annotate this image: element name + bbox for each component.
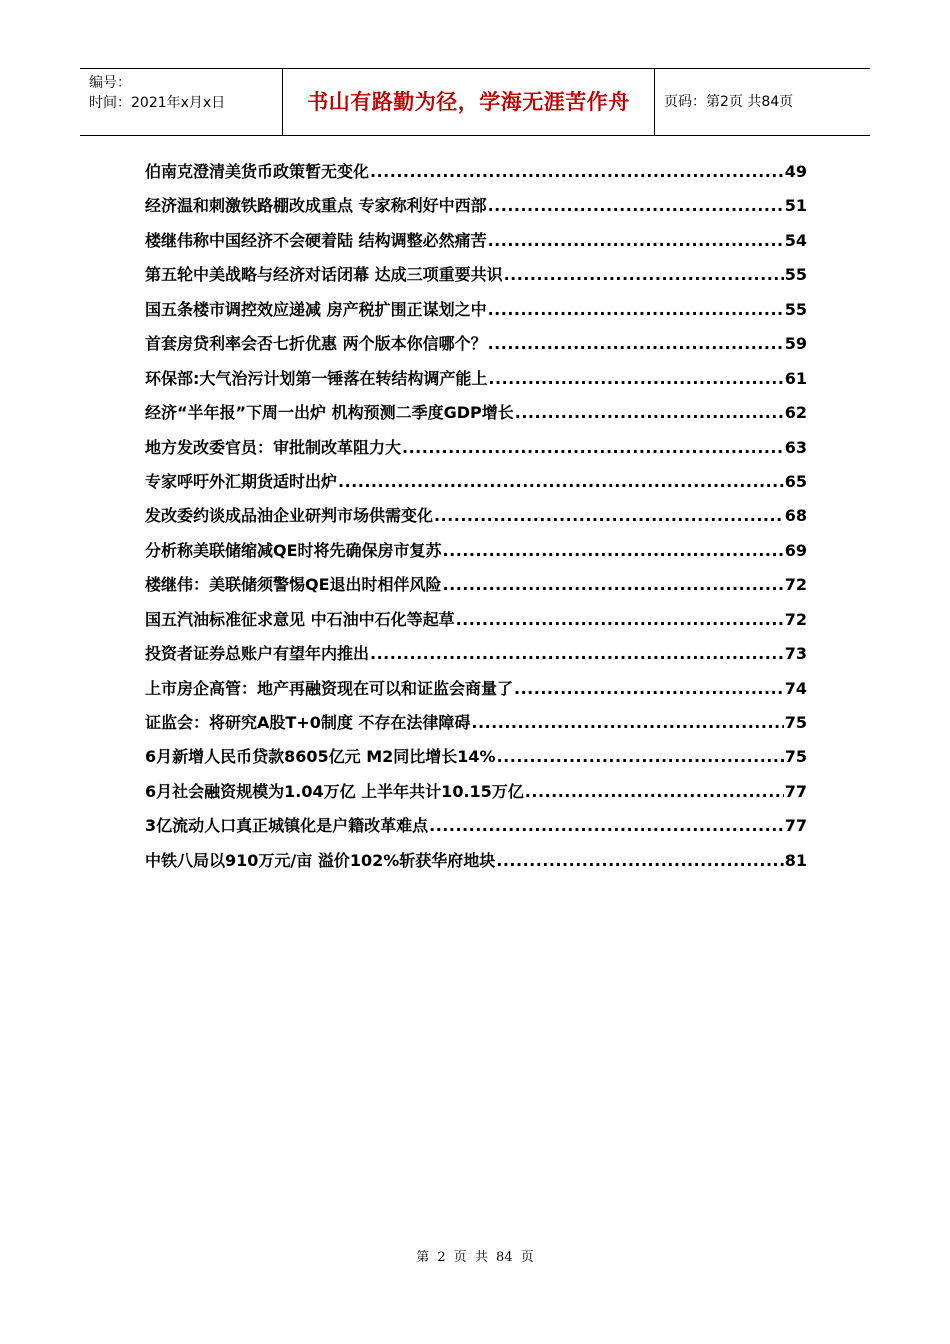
toc-entry-title: 中铁八局以910万元/亩 溢价102%斩获华府地块: [145, 850, 496, 870]
toc-entry-title: 楼继伟：美联储须警惕QE退出时相伴风险: [145, 575, 442, 595]
toc-dot-leader: [488, 224, 784, 258]
toc-entry[interactable]: [145, 534, 807, 568]
toc-entry-title: 伯南克澄清美货币政策暂无变化: [145, 162, 370, 181]
toc-dot-leader: [488, 189, 784, 223]
toc-dot-leader: [497, 740, 784, 774]
toc-entry-page: 77: [784, 816, 807, 836]
toc-entry[interactable]: [145, 740, 807, 774]
toc-dot-leader: [496, 844, 783, 878]
toc-entry-page: 59: [784, 334, 807, 354]
toc-entry-page: 55: [784, 299, 807, 319]
header-meta-cell: [80, 69, 283, 135]
toc-entry-title: 地方发改委官员：审批制改革阻力大: [145, 437, 402, 457]
toc-entry-page: 72: [784, 609, 807, 629]
toc-entry-title: 经济“半年报”下周一出炉 机构预测二季度GDP增长: [145, 403, 514, 423]
toc-entry-title: 证监会：将研究A股T+0制度 不存在法律障碍: [145, 713, 471, 732]
toc-entry[interactable]: [145, 431, 807, 465]
toc-entry[interactable]: [145, 327, 807, 361]
toc-dot-leader: [525, 775, 784, 809]
toc-entry-page: 75: [784, 747, 807, 767]
toc-dot-leader: [443, 534, 784, 568]
toc-entry-title: 投资者证券总账户有望年内推出: [145, 644, 370, 664]
header-page-info: 页码：第2页 共84页: [664, 94, 794, 110]
toc-dot-leader: [456, 603, 784, 637]
toc-entry-title: 国五条楼市调控效应递减 房产税扩围正谋划之中: [145, 299, 487, 319]
toc-dot-leader: [515, 396, 784, 430]
toc-dot-leader: [370, 155, 784, 189]
toc-entry-page: 61: [784, 368, 807, 388]
toc-entry-title: 国五汽油标准征求意见 中石油中石化等起草: [145, 609, 455, 629]
toc-dot-leader: [402, 431, 784, 465]
toc-dot-leader: [488, 362, 783, 396]
toc-entry-title: 分析称美联储缩减QE时将先确保房市复苏: [145, 540, 442, 560]
page-footer: 第 2 页 共 84 页: [416, 1250, 534, 1265]
toc-entry[interactable]: [145, 775, 807, 809]
toc-dot-leader: [370, 637, 784, 671]
toc-entry-page: 49: [784, 162, 807, 181]
document-number-label: 编号：: [89, 75, 131, 91]
document-time-label: 时间：2021年x月x日: [89, 95, 226, 111]
toc-entry[interactable]: [145, 155, 807, 189]
toc-entry-title: 上市房企高管：地产再融资现在可以和证监会商量了: [145, 678, 514, 698]
toc-dot-leader: [471, 706, 783, 740]
toc-entry[interactable]: [145, 672, 807, 706]
toc-dot-leader: [434, 499, 784, 533]
toc-dot-leader: [429, 809, 784, 843]
toc-entry[interactable]: [145, 499, 807, 533]
toc-entry-page: 62: [784, 403, 807, 423]
toc-entry[interactable]: [145, 603, 807, 637]
toc-entry-page: 63: [784, 437, 807, 457]
toc-dot-leader: [488, 293, 784, 327]
toc-entry-title: 环保部:大气治污计划第一锤落在转结构调产能上: [145, 368, 488, 388]
toc-entry-title: 发改委约谈成品油企业研判市场供需变化: [145, 506, 434, 526]
toc-dot-leader: [488, 327, 784, 361]
toc-dot-leader: [338, 465, 784, 499]
toc-entry[interactable]: [145, 809, 807, 843]
toc-entry-page: 77: [784, 781, 807, 801]
toc-entry-title: 3亿流动人口真正城镇化是户籍改革难点: [145, 816, 429, 836]
toc-entry-page: 74: [784, 678, 807, 698]
toc-entry-title: 第五轮中美战略与经济对话闭幕 达成三项重要共识: [145, 265, 503, 285]
toc-entry[interactable]: [145, 568, 807, 602]
header-motto: 书山有路勤为径，学海无涯苦作舟: [283, 69, 655, 135]
toc-entry-page: 69: [784, 540, 807, 560]
toc-entry[interactable]: [145, 189, 807, 223]
toc-entry-page: 51: [784, 196, 807, 216]
toc-entry-title: 首套房贷利率会否七折优惠 两个版本你信哪个？: [145, 334, 487, 354]
toc-entry[interactable]: [145, 465, 807, 499]
toc-entry[interactable]: [145, 362, 807, 396]
toc-dot-leader: [443, 568, 784, 602]
toc-entry[interactable]: [145, 396, 807, 430]
toc-entry-page: 68: [784, 506, 807, 526]
toc-entry-page: 75: [784, 713, 807, 732]
toc-entry[interactable]: [145, 293, 807, 327]
toc-entry[interactable]: [145, 637, 807, 671]
toc-entry-page: 73: [784, 644, 807, 664]
page-header: [80, 68, 870, 136]
toc-entry-title: 6月新增人民币贷款8605亿元 M2同比增长14%: [145, 747, 496, 767]
toc-dot-leader: [504, 258, 784, 292]
toc-entry-page: 81: [784, 850, 807, 870]
toc-entry[interactable]: [145, 706, 807, 740]
toc-entry-page: 55: [784, 265, 807, 285]
toc-dot-leader: [514, 672, 784, 706]
toc-entry-title: 专家呼吁外汇期货适时出炉: [145, 471, 338, 491]
table-of-contents: [145, 155, 807, 878]
toc-entry[interactable]: [145, 224, 807, 258]
toc-entry-page: 72: [784, 575, 807, 595]
toc-entry-title: 经济温和刺激铁路棚改成重点 专家称利好中西部: [145, 196, 487, 216]
toc-entry-title: 6月社会融资规模为1.04万亿 上半年共计10.15万亿: [145, 781, 524, 801]
toc-entry-page: 54: [784, 230, 807, 250]
toc-entry-page: 65: [784, 471, 807, 491]
toc-entry[interactable]: [145, 844, 807, 878]
toc-entry-title: 楼继伟称中国经济不会硬着陆 结构调整必然痛苦: [145, 230, 487, 250]
toc-entry[interactable]: [145, 258, 807, 292]
